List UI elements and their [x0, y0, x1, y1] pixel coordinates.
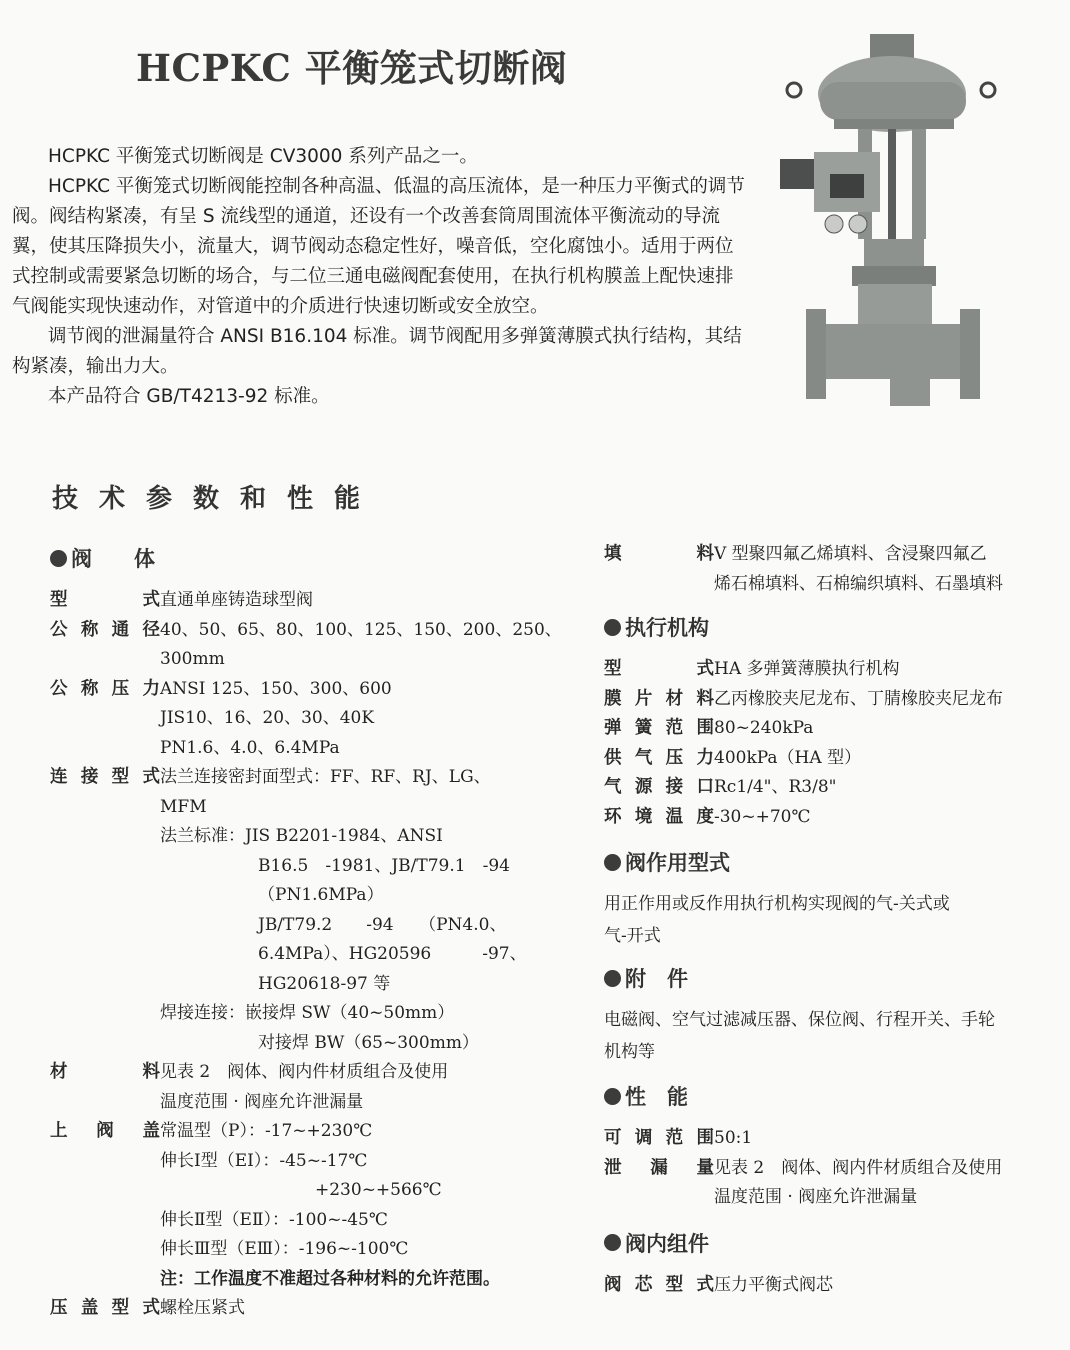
bullet-icon: [604, 619, 621, 636]
spec-value: 法兰标准：JIS B2201-1984、ANSI: [160, 826, 443, 846]
spec-row-plug-type: [604, 1271, 1070, 1301]
spec-label: 上阀盖: [50, 1121, 160, 1141]
spec-label: 连接型式: [50, 767, 160, 787]
heading-accessories: 附 件: [604, 960, 1070, 996]
spec-value: 伸长Ⅲ型（EⅢ）：-196~-100℃: [160, 1239, 409, 1259]
action-text: 气-开式: [604, 926, 661, 946]
accessories-text: 电磁阀、空气过滤减压器、保位阀、行程开关、手轮: [604, 1010, 995, 1030]
spec-label: 可调范围: [604, 1128, 714, 1148]
intro-paragraph: HCPKC 平衡笼式切断阀是 CV3000 系列产品之一。: [48, 146, 478, 167]
spec-row-ambient-temp: [604, 803, 1070, 833]
spec-label: 公称压力: [50, 678, 160, 699]
spec-value: JB/T79.2 -94 （PN4.0、: [258, 914, 507, 935]
accessories-text: 机构等: [604, 1042, 655, 1062]
spec-value: HA 多弹簧薄膜执行机构: [714, 659, 900, 679]
spec-value: +230~+566℃: [315, 1180, 442, 1200]
spec-value: 常温型（P）：-17~+230℃: [160, 1121, 373, 1141]
spec-value: JIS10、16、20、30、40K: [160, 708, 375, 728]
spec-label: 供气压力: [604, 747, 714, 768]
spec-value: 压力平衡式阀芯: [714, 1274, 833, 1295]
bullet-icon: [604, 854, 621, 871]
spec-label: 气源接口: [604, 777, 714, 797]
spec-row-spring-range: [604, 714, 1070, 744]
spec-value: 400kPa（HA 型）: [714, 747, 862, 768]
spec-row-supply-pressure: [604, 744, 1070, 774]
spec-label: 膜片材料: [604, 688, 714, 709]
valve-photo-icon: [780, 34, 1070, 430]
heading-valve-body: 阀 体: [50, 540, 590, 576]
spec-row-connection: [50, 763, 590, 1058]
spec-row-nominal-pressure: [50, 675, 590, 764]
spec-row-gland: [50, 1294, 590, 1324]
spec-value: PN1.6、4.0、6.4MPa: [160, 737, 340, 758]
spec-value: B16.5 -1981、JB/T79.1 -94: [258, 855, 510, 876]
spec-value: HG20618-97 等: [258, 973, 391, 994]
bullet-icon: [50, 550, 67, 567]
flange-standard-label: 法兰标准：: [160, 826, 245, 846]
heading-actuator: 执行机构: [604, 609, 1070, 645]
spec-value: 50:1: [714, 1128, 753, 1148]
spec-label: 型式: [50, 590, 160, 610]
spec-value: 见表 2 阀体、阀内件材质组合及使用: [714, 1157, 1003, 1178]
bullet-icon: [604, 1088, 621, 1105]
spec-row-leakage: [604, 1154, 1070, 1213]
spec-label: 填料: [604, 544, 714, 564]
heading-trim: 阀内组件: [604, 1225, 1070, 1261]
spec-value: MFM: [160, 796, 207, 817]
bullet-icon: [604, 970, 621, 987]
spec-value: Rc1/4"、R3/8": [714, 777, 837, 797]
spec-value: （PN1.6MPa）: [258, 885, 384, 905]
spec-label: 公称通径: [50, 619, 160, 640]
spec-label: 型式: [604, 659, 714, 679]
spec-value: 焊接连接：嵌接焊 SW（40~50mm）: [160, 1003, 455, 1023]
heading-action: 阀作用型式: [604, 844, 1070, 880]
spec-value: -30~+70℃: [714, 806, 811, 827]
page-title: HCPKC 平衡笼式切断阀: [136, 46, 568, 90]
right-column: [604, 540, 1070, 1300]
spec-label: 材料: [50, 1062, 160, 1082]
spec-value: 螺栓压紧式: [160, 1298, 245, 1318]
spec-label: 阀芯型式: [604, 1274, 714, 1295]
spec-label: 环境温度: [604, 806, 714, 827]
section-title: 技术参数和性能: [52, 484, 382, 514]
spec-value: V 型聚四氟乙烯填料、含浸聚四氟乙: [714, 544, 987, 564]
valve-photo: [780, 34, 1070, 430]
spec-row-diaphragm: [604, 685, 1070, 715]
spec-row-material: [50, 1058, 590, 1117]
spec-row-nominal-diameter: [50, 616, 590, 675]
welding-label: 焊接连接：: [160, 1003, 245, 1023]
spec-label: 泄漏量: [604, 1157, 714, 1178]
spec-label: 压盖型式: [50, 1298, 160, 1318]
spec-row-model: [50, 586, 590, 616]
spec-row-packing: [604, 540, 1070, 599]
spec-value: ANSI 125、150、300、600: [160, 678, 392, 699]
heading-performance: 性 能: [604, 1078, 1070, 1114]
action-text: 用正作用或反作用执行机构实现阀的气-关式或: [604, 894, 950, 914]
spec-value: 直通单座铸造球型阀: [160, 590, 313, 610]
spec-label: 弹簧范围: [604, 718, 714, 738]
spec-value: 对接焊 BW（65~300mm）: [258, 1032, 479, 1053]
spec-value: 温度范围 · 阀座允许泄漏量: [160, 1091, 364, 1112]
spec-row-bonnet: [50, 1117, 590, 1294]
bonnet-note: 注：工作温度不准超过各种材料的允许范围。: [160, 1268, 500, 1289]
spec-value: 温度范围 · 阀座允许泄漏量: [714, 1187, 918, 1207]
intro-paragraph: HCPKC 平衡笼式切断阀能控制各种高温、低温的高压流体，是一种压力平衡式的调节阀。阀结构紧凑，有呈 S 流线型的通道，还设有一个改善套筒周围流体平衡流动的导流翼，使其压降损失小，流量大，调节阀动态稳定性好，噪音低，空化腐蚀小。适用于两位式控制或需要紧急切断的场合，与二位三通电磁阀配套使用，在执行机构膜盖上配快速排气阀能实现快速动作，对管道中的介质进行快速切断或安全放空。: [12, 176, 745, 317]
intro-paragraph: 本产品符合 GB/T4213-92 标准。: [48, 386, 330, 407]
spec-value: 伸长Ⅱ型（EⅡ）：-100~-45℃: [160, 1209, 388, 1230]
spec-value: 乙丙橡胶夹尼龙布、丁腈橡胶夹尼龙布: [714, 688, 1003, 709]
intro-text: [12, 142, 747, 412]
spec-value: 见表 2 阀体、阀内件材质组合及使用: [160, 1062, 449, 1082]
spec-row-rangeability: [604, 1124, 1070, 1154]
spec-row-air-connection: [604, 773, 1070, 803]
spec-value: 40、50、65、80、100、125、150、200、250、: [160, 619, 562, 640]
spec-value: 伸长Ⅰ型（EⅠ）：-45~-17℃: [160, 1150, 368, 1171]
spec-value: 烯石棉填料、石棉编织填料、石墨填料: [714, 573, 1003, 594]
spec-value: 80~240kPa: [714, 718, 814, 738]
spec-value: 6.4MPa）、HG20596 -97、: [258, 944, 527, 964]
spec-value: 法兰连接密封面型式：FF、RF、RJ、LG、: [160, 767, 491, 787]
spec-row-actuator-model: [604, 655, 1070, 685]
bullet-icon: [604, 1234, 621, 1251]
spec-value: 300mm: [160, 649, 225, 669]
intro-paragraph: 调节阀的泄漏量符合 ANSI B16.104 标准。调节阀配用多弹簧薄膜式执行结构，其结构紧凑，输出力大。: [12, 326, 742, 377]
left-column: [50, 540, 590, 1324]
